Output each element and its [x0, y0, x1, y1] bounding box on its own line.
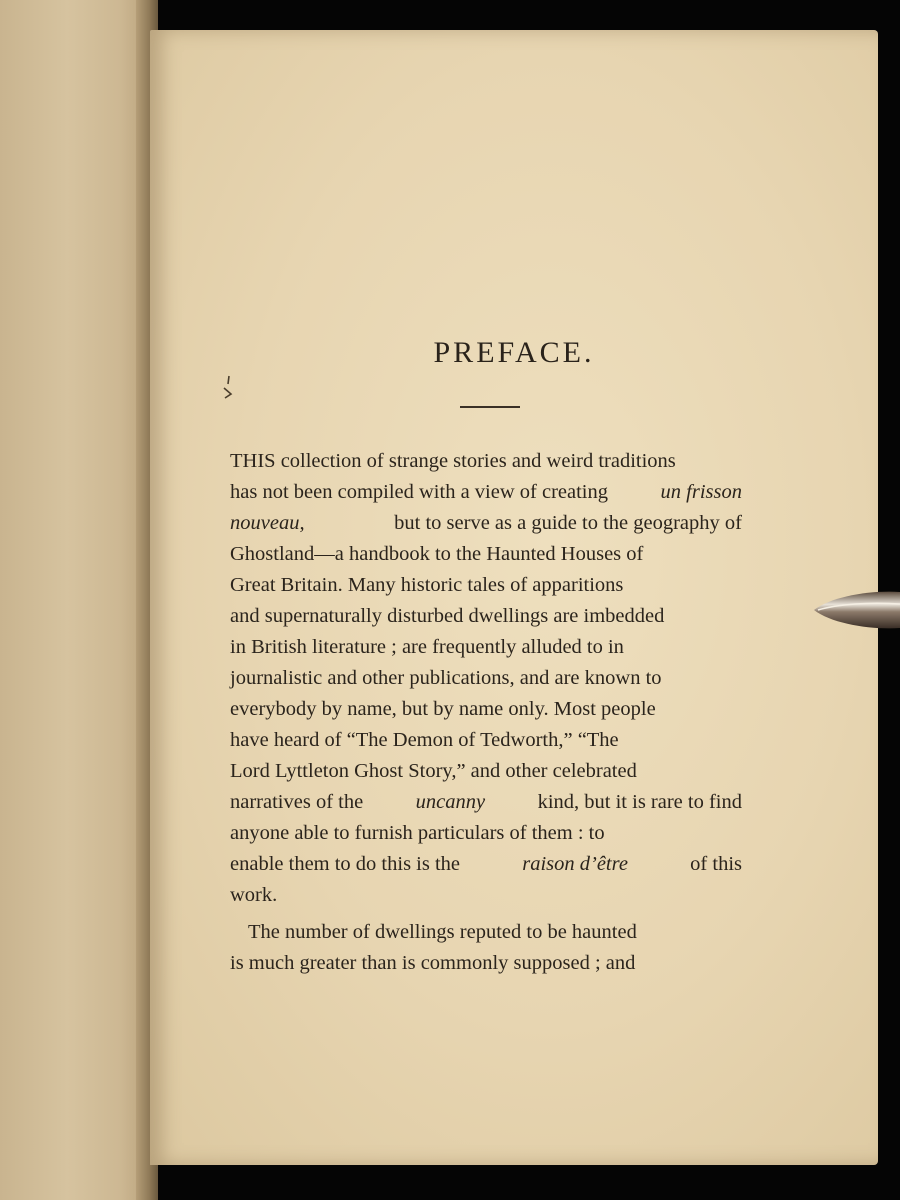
- metal-pointer-icon: [812, 588, 900, 632]
- text-line: [230, 725, 742, 756]
- line-text: but to serve as a guide to the geography of: [394, 512, 742, 534]
- text-line: [230, 917, 742, 948]
- line-text: has not been compiled with a view of creating: [230, 481, 608, 503]
- paragraph-2: [230, 917, 742, 979]
- page-title: PREFACE.: [433, 336, 595, 369]
- text-line: [230, 570, 742, 601]
- text-line: [230, 446, 742, 477]
- line-text: collection of strange stories and weird traditions: [280, 450, 676, 472]
- text-line: [230, 539, 742, 570]
- text-line: [230, 477, 742, 508]
- text-line: [230, 948, 742, 979]
- line-text: of this: [690, 853, 742, 875]
- margin-mark: [220, 374, 234, 400]
- italic-phrase: nouveau,: [230, 512, 305, 534]
- line-text: everybody by name, but by name only. Most people: [230, 698, 656, 720]
- line-text: journalistic and other publications, and are known to: [230, 667, 662, 689]
- line-text: Lord Lyttleton Ghost Story,” and other celebrated: [230, 760, 637, 782]
- text-line: [230, 694, 742, 725]
- line-text: narratives of the: [230, 791, 364, 813]
- text-line: [230, 663, 742, 694]
- line-text: have heard of “The Demon of Tedworth,” “The: [230, 729, 619, 751]
- text-line: [230, 601, 742, 632]
- italic-phrase: uncanny: [415, 791, 486, 813]
- line-text: is much greater than is commonly supposed ; and: [230, 952, 636, 974]
- line-text: work.: [230, 884, 278, 906]
- text-line: [230, 756, 742, 787]
- line-text: in British literature ; are frequently alluded to in: [230, 636, 624, 658]
- line-text: kind, but it is rare to find: [537, 791, 742, 813]
- text-line: [230, 508, 742, 539]
- text-line: [230, 787, 742, 818]
- facing-page-left: [0, 0, 150, 1200]
- paragraph-1: [230, 446, 742, 911]
- text-line: [230, 880, 742, 911]
- text-line: [230, 632, 742, 663]
- preface-body: [230, 446, 742, 979]
- line-text: The number of dwellings reputed to be haunted: [248, 921, 637, 943]
- title-rule: [460, 406, 520, 408]
- line-text: anyone able to furnish particulars of them : to: [230, 822, 605, 844]
- line-text: enable them to do this is the: [230, 853, 461, 875]
- line-text: and supernaturally disturbed dwellings are imbedded: [230, 605, 665, 627]
- line-text: Ghostland—a handbook to the Haunted Houses of: [230, 543, 644, 565]
- text-line: [230, 818, 742, 849]
- italic-phrase: un frisson: [660, 481, 742, 503]
- italic-phrase: raison d’être: [522, 853, 628, 875]
- line-text: Great Britain. Many historic tales of apparitions: [230, 574, 624, 596]
- text-line: [230, 849, 742, 880]
- drop-word: THIS: [230, 450, 276, 472]
